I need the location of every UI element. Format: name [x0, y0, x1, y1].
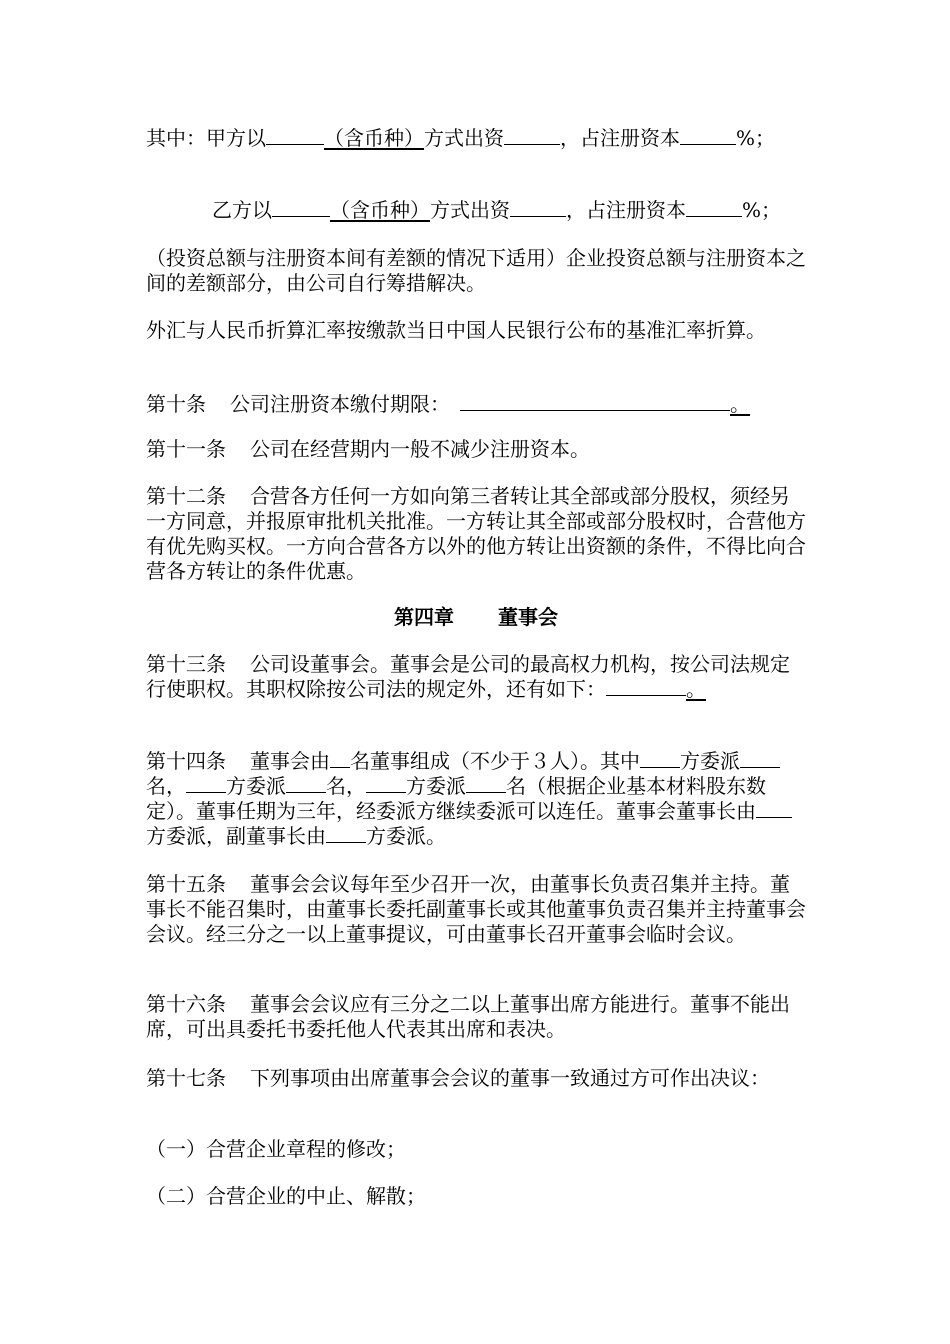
currency-note: （含币种） — [330, 198, 430, 222]
article-12 — [146, 484, 806, 584]
percent-suffix: %； — [736, 126, 776, 150]
article-text: 公司在经营期内一般不减少注册资本。 — [250, 437, 590, 461]
article-13 — [146, 652, 806, 702]
chapter-title: 董事会 — [498, 605, 558, 629]
registered-capital-share: ，占注册资本 — [566, 198, 686, 222]
article-label: 第十五条 — [146, 872, 226, 896]
article-text: 方委派，副董事长由 — [146, 824, 326, 848]
percent-suffix: %； — [742, 198, 782, 222]
blank-field[interactable] — [186, 774, 226, 793]
blank-field[interactable] — [266, 126, 324, 145]
list-item: （二）合营企业的中止、解散； — [146, 1184, 426, 1208]
blank-field[interactable] — [272, 198, 330, 217]
contribution-party-b — [212, 198, 812, 223]
article-label: 第十一条 — [146, 437, 226, 461]
blank-field[interactable] — [466, 774, 506, 793]
blank-field[interactable] — [606, 677, 686, 696]
blank-field[interactable] — [686, 198, 742, 217]
article-text: 合营各方任何一方如向第三者转让其全部或部分股权，须经另一方同意，并报原审批机关批准。一方转让其全部或部分股权时，合营他方有优先购买权。一方向合营各方以外的他方转让出资额的条件，不得比向合营各方转让的条件优惠。 — [146, 484, 806, 583]
article-text: 名（根据企业基本材料股东数定）。董事任期为三年，经委派方继续委派可以连任。董事会董事长由 — [146, 774, 766, 823]
article-end: 。 — [686, 677, 706, 701]
blank-field[interactable] — [286, 774, 326, 793]
party-a-intro: 其中：甲方以 — [146, 126, 266, 150]
article-text: 方委派 — [226, 774, 286, 798]
article-text: 方委派。 — [366, 824, 446, 848]
article-10 — [146, 392, 806, 417]
article-text: 董事会会议每年至少召开一次，由董事长负责召集并主持。董事长不能召集时，由董事长委托副董事长或其他董事负责召集并主持董事会会议。经三分之一以上董事提议，可由董事长召开董事会临时会议。 — [146, 872, 806, 946]
article-17 — [146, 1066, 806, 1091]
chapter-heading — [146, 605, 806, 630]
blank-field[interactable] — [460, 392, 730, 411]
blank-field[interactable] — [326, 824, 366, 843]
chapter-number: 第四章 — [394, 605, 454, 629]
blank-field[interactable] — [510, 198, 566, 217]
registered-capital-share: ，占注册资本 — [560, 126, 680, 150]
contribution-method: 方式出资 — [424, 126, 504, 150]
article-16 — [146, 992, 806, 1042]
exchange-rate-paragraph: 外汇与人民币折算汇率按缴款当日中国人民银行公布的基准汇率折算。 — [146, 318, 766, 342]
article-text: 董事会会议应有三分之二以上董事出席方能进行。董事不能出席，可出具委托书委托他人代表其出席和表决。 — [146, 992, 790, 1041]
contribution-party-a — [146, 126, 806, 151]
article-text: 方委派 — [406, 774, 466, 798]
currency-note: （含币种） — [324, 126, 424, 150]
blank-field[interactable] — [640, 749, 680, 768]
article-15 — [146, 872, 806, 947]
article-text: 董事会由 — [250, 749, 330, 773]
blank-field[interactable] — [756, 799, 792, 818]
article-11 — [146, 437, 806, 462]
blank-field[interactable] — [680, 126, 736, 145]
article-label: 第十条 — [146, 392, 206, 416]
investment-difference-paragraph: （投资总额与注册资本间有差额的情况下适用）企业投资总额与注册资本之间的差额部分，由公司自行筹措解决。 — [146, 246, 806, 295]
blank-field[interactable] — [740, 749, 780, 768]
article-end: 。 — [730, 392, 750, 416]
article-text: 名， — [326, 774, 366, 798]
article-label: 第十三条 — [146, 652, 226, 676]
blank-field[interactable] — [504, 126, 560, 145]
contribution-method: 方式出资 — [430, 198, 510, 222]
list-item: （一）合营企业章程的修改； — [146, 1137, 406, 1161]
blank-field[interactable] — [330, 749, 350, 768]
article-14 — [146, 749, 806, 849]
article-text: 公司设董事会。董事会是公司的最高权力机构，按公司法规定行使职权。其职权除按公司法的规定外，还有如下： — [146, 652, 790, 701]
article-label: 第十四条 — [146, 749, 226, 773]
article-text: 公司注册资本缴付期限： — [230, 392, 450, 416]
article-label: 第十二条 — [146, 484, 226, 508]
blank-field[interactable] — [366, 774, 406, 793]
article-text: 方委派 — [680, 749, 740, 773]
article-label: 第十六条 — [146, 992, 226, 1016]
article-label: 第十七条 — [146, 1066, 226, 1090]
party-b-intro: 乙方以 — [212, 198, 272, 222]
article-text: 下列事项由出席董事会会议的董事一致通过方可作出决议： — [250, 1066, 770, 1090]
article-text: 名董事组成（不少于３人）。其中 — [350, 749, 640, 773]
article-text: 名， — [146, 774, 186, 798]
